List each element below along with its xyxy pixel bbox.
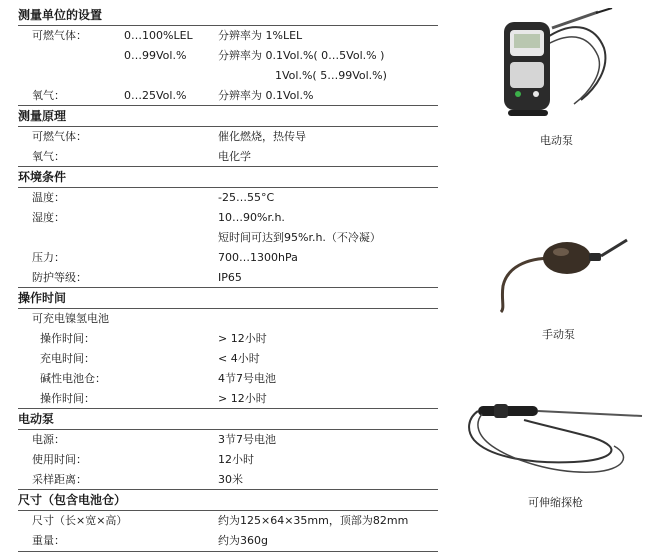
spec-row: [18, 531, 438, 552]
row-label: 电源：: [32, 433, 65, 446]
spec-row: [18, 208, 438, 228]
row-label: 尺寸（长×宽×高）: [32, 514, 128, 527]
row-label: 氧气：: [32, 89, 65, 102]
row-value: 分辨率为 0.1Vol.%( 0…5Vol.% ): [218, 49, 385, 62]
row-label: 压力：: [32, 251, 65, 264]
row-range: 0…25Vol.%: [124, 89, 187, 102]
section-title-dimensions: 尺寸（包含电池仓）: [18, 489, 438, 511]
row-value: 电化学: [218, 150, 251, 163]
spec-row: [18, 268, 438, 288]
row-value: 短时间可达到95%r.h.（不冷凝）: [218, 231, 381, 244]
row-value: 约为125×64×35mm，顶部为82mm: [218, 514, 409, 527]
row-value: 700…1300hPa: [218, 251, 298, 264]
row-label: 操作时间：: [40, 392, 95, 405]
spec-row: [18, 329, 438, 349]
telescopic-probe-image: [464, 398, 644, 490]
spec-row: [18, 470, 438, 490]
caption-electric-pump: 电动泵: [540, 134, 573, 147]
row-value: 30米: [218, 473, 243, 486]
row-label: 采样距离：: [32, 473, 87, 486]
spec-row: [18, 66, 438, 86]
row-value: > 12小时: [218, 392, 267, 405]
row-label: 操作时间：: [40, 332, 95, 345]
row-range: 0…99Vol.%: [124, 49, 187, 62]
row-value: 分辨率为 1%LEL: [218, 29, 303, 42]
section-title-operation-time: 操作时间: [18, 287, 438, 309]
row-value: 4节7号电池: [218, 372, 276, 385]
spec-row: [18, 369, 438, 389]
spec-table: [18, 6, 438, 552]
spec-row: [18, 430, 438, 450]
section-title-environment: 环境条件: [18, 166, 438, 188]
row-label: 防护等级：: [32, 271, 87, 284]
row-range: 0…100%LEL: [124, 29, 193, 42]
electric-pump-image: [486, 8, 616, 128]
row-label: 温度：: [32, 191, 65, 204]
row-label: 使用时间：: [32, 453, 87, 466]
row-value: 分辨率为 0.1Vol.%: [218, 89, 314, 102]
hand-pump-image: [495, 228, 630, 313]
row-label: 碱性电池仓：: [40, 372, 106, 385]
spec-row: [18, 147, 438, 167]
spec-row: [18, 127, 438, 147]
row-label: 可充电镍氢电池: [32, 312, 109, 325]
row-value: 催化燃烧，热传导: [218, 130, 306, 143]
spec-row: [18, 46, 438, 66]
spec-row: [18, 389, 438, 409]
section-title-principle: 测量原理: [18, 105, 438, 127]
row-label: 可燃气体：: [32, 29, 87, 42]
section-title-electric-pump: 电动泵: [18, 408, 438, 430]
spec-row: [18, 450, 438, 470]
spec-row: [18, 248, 438, 268]
row-value: 12小时: [218, 453, 254, 466]
row-value: < 4小时: [218, 352, 260, 365]
spec-row: [18, 309, 438, 329]
row-label: 湿度：: [32, 211, 65, 224]
row-value: IP65: [218, 271, 242, 284]
spec-row: [18, 511, 438, 531]
row-value: 10…90%r.h.: [218, 211, 285, 224]
caption-telescopic-probe: 可伸缩探枪: [528, 496, 583, 509]
spec-row: [18, 86, 438, 106]
spec-row: [18, 349, 438, 369]
spec-row: [18, 26, 438, 46]
row-value: > 12小时: [218, 332, 267, 345]
row-value: 1Vol.%( 5…99Vol.%): [275, 69, 387, 82]
row-label: 重量：: [32, 534, 65, 547]
row-label: 充电时间：: [40, 352, 95, 365]
row-value: -25…55°C: [218, 191, 275, 204]
spec-row: [18, 228, 438, 248]
row-label: 可燃气体：: [32, 130, 87, 143]
section-title-measurement-unit: 测量单位的设置: [18, 5, 438, 26]
row-label: 氧气：: [32, 150, 65, 163]
spec-row: [18, 188, 438, 208]
row-value: 3节7号电池: [218, 433, 276, 446]
row-value: 约为360g: [218, 534, 268, 547]
caption-hand-pump: 手动泵: [542, 328, 575, 341]
